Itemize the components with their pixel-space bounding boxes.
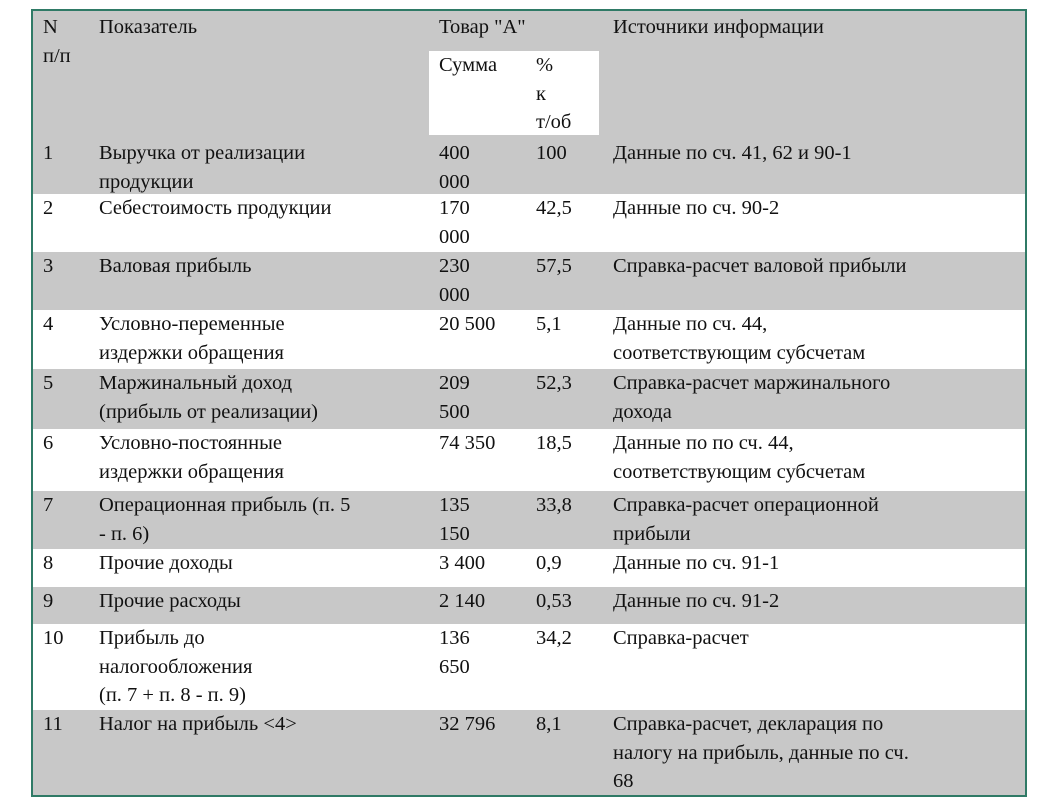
row-sum: 230 000	[439, 255, 470, 306]
header-percent: % к т/об	[536, 54, 572, 133]
row-sum: 2 140	[439, 590, 486, 612]
row-sum: 170 000	[439, 197, 470, 248]
row-percent: 33,8	[536, 494, 572, 516]
row-sum: 20 500	[439, 313, 496, 335]
row-number: 10	[43, 627, 64, 649]
table-row	[33, 624, 1025, 710]
row-source: Данные по по сч. 44, соответствующим субсчетам	[613, 432, 866, 483]
row-percent: 52,3	[536, 372, 572, 394]
header-indicator: Показатель	[99, 16, 198, 38]
row-number: 3	[43, 255, 54, 277]
header-sum: Сумма	[439, 54, 498, 76]
row-indicator: Себестоимость продукции	[99, 197, 332, 219]
row-source: Данные по сч. 44, соответствующим субсчетам	[613, 313, 866, 364]
table-row	[33, 710, 1025, 797]
row-number: 9	[43, 590, 54, 612]
row-number: 1	[43, 142, 54, 164]
row-percent: 42,5	[536, 197, 572, 219]
table-row	[33, 429, 1025, 491]
row-number: 4	[43, 313, 54, 335]
row-indicator: Прочие доходы	[99, 552, 233, 574]
row-percent: 0,53	[536, 590, 572, 612]
row-source: Данные по сч. 90-2	[613, 197, 780, 219]
row-source: Справка-расчет, декларация по налогу на прибыль, данные по сч. 68	[613, 713, 909, 792]
header-product: Товар "А"	[439, 16, 526, 38]
row-indicator: Прочие расходы	[99, 590, 241, 612]
table-row	[33, 491, 1025, 549]
report-table	[31, 9, 1027, 797]
row-percent: 34,2	[536, 627, 572, 649]
row-number: 2	[43, 197, 54, 219]
row-source: Справка-расчет маржинального дохода	[613, 372, 891, 423]
row-number: 8	[43, 552, 54, 574]
table-header	[33, 11, 1025, 139]
row-number: 6	[43, 432, 54, 454]
row-indicator: Валовая прибыль	[99, 255, 252, 277]
row-sum: 400 000	[439, 142, 470, 193]
row-sum: 135 150	[439, 494, 470, 545]
row-sum: 74 350	[439, 432, 496, 454]
row-percent: 5,1	[536, 313, 562, 335]
row-sum: 3 400	[439, 552, 486, 574]
row-indicator: Маржинальный доход (прибыль от реализации)	[99, 372, 319, 423]
row-number: 11	[43, 713, 63, 735]
table-row	[33, 252, 1025, 310]
row-number: 7	[43, 494, 54, 516]
row-indicator: Операционная прибыль (п. 5 - п. 6)	[99, 494, 351, 545]
row-indicator: Выручка от реализации продукции	[99, 142, 306, 193]
header-subcolumns	[429, 51, 599, 135]
table-row	[33, 194, 1025, 252]
row-source: Данные по сч. 91-1	[613, 552, 780, 574]
row-percent: 18,5	[536, 432, 572, 454]
row-sum: 136 650	[439, 627, 470, 678]
row-source: Справка-расчет операционной прибыли	[613, 494, 879, 545]
row-indicator: Условно-постоянные издержки обращения	[99, 432, 284, 483]
row-sum: 209 500	[439, 372, 470, 423]
row-percent: 8,1	[536, 713, 562, 735]
row-source: Данные по сч. 41, 62 и 90-1	[613, 142, 852, 164]
header-sources: Источники информации	[613, 16, 824, 38]
row-number: 5	[43, 372, 54, 394]
row-source: Справка-расчет	[613, 627, 749, 649]
row-sum: 32 796	[439, 713, 496, 735]
table-row	[33, 549, 1025, 587]
row-indicator: Прибыль до налогообложения (п. 7 + п. 8 - п. 9)	[99, 627, 253, 706]
row-source: Данные по сч. 91-2	[613, 590, 780, 612]
table-row	[33, 139, 1025, 194]
row-indicator: Налог на прибыль <4>	[99, 713, 297, 735]
table-row	[33, 369, 1025, 429]
row-percent: 0,9	[536, 552, 562, 574]
row-indicator: Условно-переменные издержки обращения	[99, 313, 285, 364]
table-row	[33, 310, 1025, 369]
row-percent: 100	[536, 142, 567, 164]
table-row	[33, 587, 1025, 624]
table-body	[33, 11, 1025, 795]
row-source: Справка-расчет валовой прибыли	[613, 255, 907, 277]
row-percent: 57,5	[536, 255, 572, 277]
header-num: N п/п	[43, 16, 71, 67]
